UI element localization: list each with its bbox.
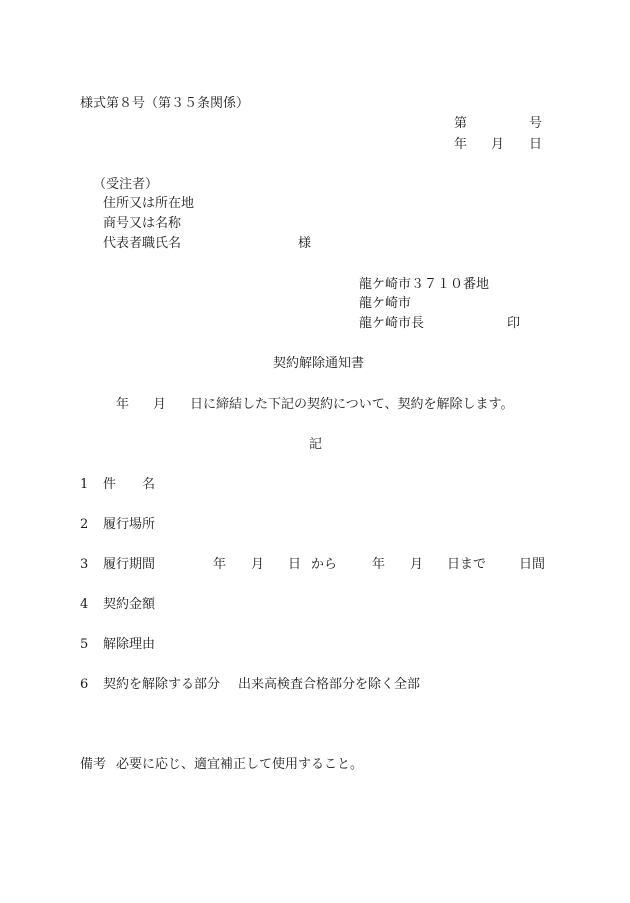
item-number: 4 <box>80 597 89 612</box>
doc-number-suffix: 号 <box>529 116 543 131</box>
body-year: 年 <box>116 397 130 412</box>
item-label-amount: 契約金額 <box>103 597 156 612</box>
item-number: 5 <box>80 637 89 652</box>
period-days: 日間 <box>519 557 546 572</box>
period-from-year: 年 <box>213 557 227 572</box>
period-from-day: 日 <box>288 557 302 572</box>
date-year: 年 <box>454 137 468 152</box>
item-label-subject: 件 名 <box>103 477 156 492</box>
period-from-month: 月 <box>251 557 265 572</box>
recipient-honorific: 様 <box>298 236 312 251</box>
form-number: 様式第８号（第３５条関係） <box>80 96 250 111</box>
recipient-representative-label: 代表者職氏名 <box>103 236 182 251</box>
item-value-scope: 出来高検査合格部分を除く全部 <box>238 677 421 692</box>
date-month: 月 <box>491 137 505 152</box>
remarks-label: 備考 <box>80 757 107 772</box>
recipient-address-label: 住所又は所在地 <box>103 196 195 211</box>
item-number: 2 <box>80 517 89 532</box>
recipient-company-label: 商号又は名称 <box>103 216 182 231</box>
sender-address: 龍ケ崎市３７１０番地 <box>359 277 490 292</box>
item-label-period: 履行期間 <box>103 557 156 572</box>
recipient-heading: （受注者） <box>93 177 159 192</box>
item-number: 1 <box>80 477 89 492</box>
period-from: から <box>311 557 338 572</box>
body-text: 日に締結した下記の契約について、契約を解除します。 <box>190 397 514 412</box>
period-to-year: 年 <box>372 557 386 572</box>
sender-title: 龍ケ崎市長 <box>359 316 425 331</box>
doc-number-prefix: 第 <box>454 116 468 131</box>
remarks-text: 必要に応じ、適宜補正して使用すること。 <box>116 757 364 772</box>
document-title: 契約解除通知書 <box>273 356 365 371</box>
item-number: 6 <box>80 677 89 692</box>
item-label-reason: 解除理由 <box>103 637 156 652</box>
seal-mark: 印 <box>507 316 521 331</box>
sender-organization: 龍ケ崎市 <box>359 296 412 311</box>
date-day: 日 <box>529 137 543 152</box>
item-number: 3 <box>80 557 89 572</box>
period-to-month: 月 <box>410 557 424 572</box>
item-label-scope: 契約を解除する部分 <box>103 677 221 692</box>
period-to-day: 日まで <box>447 557 487 572</box>
body-month: 月 <box>153 397 167 412</box>
item-label-location: 履行場所 <box>103 517 156 532</box>
ki-heading: 記 <box>309 437 323 452</box>
